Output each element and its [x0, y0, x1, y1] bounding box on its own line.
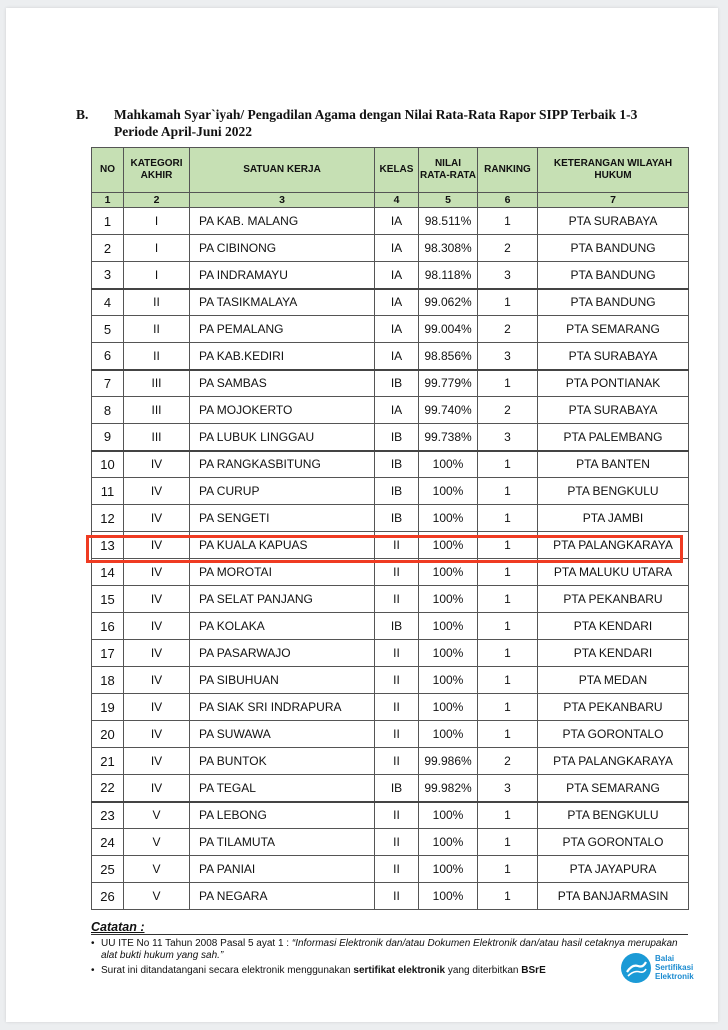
cell-kategori: I	[124, 235, 190, 262]
table-row	[92, 802, 689, 829]
cell-ranking: 1	[478, 289, 538, 316]
cell-ranking: 2	[478, 316, 538, 343]
table-row	[92, 856, 689, 883]
cell-kelas: II	[375, 667, 419, 694]
cell-keterangan: PTA BANDUNG	[538, 262, 689, 289]
cell-keterangan: PTA PONTIANAK	[538, 370, 689, 397]
cell-ranking: 1	[478, 559, 538, 586]
cell-kategori: IV	[124, 532, 190, 559]
cell-kelas: IB	[375, 775, 419, 802]
cell-kelas: IA	[375, 262, 419, 289]
column-number-row	[92, 193, 689, 208]
cell-keterangan: PTA SURABAYA	[538, 397, 689, 424]
cell-kelas: II	[375, 694, 419, 721]
logo-line: Elektronik	[655, 972, 694, 981]
cell-nilai: 100%	[419, 829, 478, 856]
bsre-logo-text	[655, 954, 694, 981]
cell-nilai: 100%	[419, 451, 478, 478]
cell-keterangan: PTA KENDARI	[538, 613, 689, 640]
cell-no: 13	[92, 532, 124, 559]
cell-satuan-kerja: PA BUNTOK	[190, 748, 375, 775]
table-row	[92, 424, 689, 451]
cell-no: 7	[92, 370, 124, 397]
cell-keterangan: PTA BENGKULU	[538, 802, 689, 829]
cell-no: 6	[92, 343, 124, 370]
cell-keterangan: PTA BANDUNG	[538, 289, 689, 316]
cell-nilai: 98.308%	[419, 235, 478, 262]
cell-satuan-kerja: PA KOLAKA	[190, 613, 375, 640]
cell-ranking: 1	[478, 505, 538, 532]
cell-satuan-kerja: PA KAB.KEDIRI	[190, 343, 375, 370]
cell-ranking: 1	[478, 532, 538, 559]
cell-nilai: 100%	[419, 883, 478, 910]
cell-satuan-kerja: PA RANGKASBITUNG	[190, 451, 375, 478]
cell-ranking: 1	[478, 667, 538, 694]
column-number: 1	[92, 193, 124, 208]
note-signature-text: Surat ini ditandatangani secara elektronik menggunakan	[101, 965, 351, 976]
cell-ranking: 1	[478, 883, 538, 910]
cell-kategori: I	[124, 208, 190, 235]
cell-nilai: 99.738%	[419, 424, 478, 451]
header-satuan: SATUAN KERJA	[190, 148, 375, 193]
cell-satuan-kerja: PA KAB. MALANG	[190, 208, 375, 235]
cell-keterangan: PTA SURABAYA	[538, 208, 689, 235]
cell-no: 18	[92, 667, 124, 694]
cell-keterangan: PTA BANJARMASIN	[538, 883, 689, 910]
cell-ranking: 3	[478, 424, 538, 451]
cell-kelas: IA	[375, 289, 419, 316]
cell-ranking: 1	[478, 586, 538, 613]
note-item	[91, 938, 691, 962]
cell-no: 11	[92, 478, 124, 505]
note-issued-text: yang diterbitkan	[447, 965, 519, 976]
table-row	[92, 451, 689, 478]
cell-ranking: 3	[478, 262, 538, 289]
cell-keterangan: PTA PALEMBANG	[538, 424, 689, 451]
cell-keterangan: PTA JAYAPURA	[538, 856, 689, 883]
cell-keterangan: PTA MALUKU UTARA	[538, 559, 689, 586]
cell-kategori: IV	[124, 451, 190, 478]
ranking-table	[91, 147, 689, 910]
table-row	[92, 262, 689, 289]
cell-nilai: 100%	[419, 586, 478, 613]
cell-no: 20	[92, 721, 124, 748]
cell-ranking: 1	[478, 208, 538, 235]
cell-nilai: 98.118%	[419, 262, 478, 289]
cell-nilai: 99.779%	[419, 370, 478, 397]
cell-keterangan: PTA JAMBI	[538, 505, 689, 532]
table-row-highlighted	[92, 532, 689, 559]
cell-kelas: IA	[375, 343, 419, 370]
table-row	[92, 289, 689, 316]
cell-satuan-kerja: PA SELAT PANJANG	[190, 586, 375, 613]
cell-no: 2	[92, 235, 124, 262]
cell-nilai: 100%	[419, 478, 478, 505]
note-item	[91, 965, 611, 977]
table-row	[92, 748, 689, 775]
cell-kelas: II	[375, 721, 419, 748]
table-row	[92, 883, 689, 910]
header-no: NO	[92, 148, 124, 193]
cell-satuan-kerja: PA KUALA KAPUAS	[190, 532, 375, 559]
cell-nilai: 100%	[419, 856, 478, 883]
cell-kelas: IB	[375, 424, 419, 451]
note-law-quote: “Informasi Elektronik dan/atau Dokumen Elektronik dan/atau hasil cetaknya merupakan alat bukti hukum yang sah.”	[101, 938, 678, 961]
column-number: 4	[375, 193, 419, 208]
cell-keterangan: PTA SEMARANG	[538, 316, 689, 343]
notes-section	[91, 920, 691, 977]
table-row	[92, 208, 689, 235]
cell-ranking: 1	[478, 478, 538, 505]
table-row	[92, 505, 689, 532]
cell-satuan-kerja: PA SENGETI	[190, 505, 375, 532]
cell-nilai: 99.740%	[419, 397, 478, 424]
cell-ranking: 1	[478, 640, 538, 667]
cell-satuan-kerja: PA LUBUK LINGGAU	[190, 424, 375, 451]
cell-kategori: III	[124, 370, 190, 397]
cell-keterangan: PTA PEKANBARU	[538, 694, 689, 721]
cell-nilai: 98.511%	[419, 208, 478, 235]
cell-kategori: IV	[124, 748, 190, 775]
cell-kelas: IA	[375, 397, 419, 424]
table-row	[92, 640, 689, 667]
cell-kelas: IA	[375, 316, 419, 343]
cell-nilai: 100%	[419, 667, 478, 694]
cell-kategori: I	[124, 262, 190, 289]
cell-no: 22	[92, 775, 124, 802]
cell-ranking: 3	[478, 343, 538, 370]
cell-kelas: IB	[375, 370, 419, 397]
cell-kategori: V	[124, 883, 190, 910]
cell-nilai: 100%	[419, 613, 478, 640]
notes-title: Catatan :	[91, 920, 145, 934]
cell-no: 25	[92, 856, 124, 883]
cell-satuan-kerja: PA PANIAI	[190, 856, 375, 883]
cell-keterangan: PTA BANDUNG	[538, 235, 689, 262]
cell-no: 10	[92, 451, 124, 478]
cell-satuan-kerja: PA PASARWAJO	[190, 640, 375, 667]
cell-kategori: IV	[124, 613, 190, 640]
cell-ranking: 1	[478, 856, 538, 883]
cell-kelas: IA	[375, 235, 419, 262]
table-body	[92, 208, 689, 910]
cell-no: 8	[92, 397, 124, 424]
cell-keterangan: PTA GORONTALO	[538, 829, 689, 856]
cell-kategori: III	[124, 424, 190, 451]
cell-kategori: II	[124, 316, 190, 343]
cell-kelas: II	[375, 883, 419, 910]
cell-keterangan: PTA BENGKULU	[538, 478, 689, 505]
cell-satuan-kerja: PA MOROTAI	[190, 559, 375, 586]
cell-keterangan: PTA PEKANBARU	[538, 586, 689, 613]
cell-kelas: IB	[375, 478, 419, 505]
cell-nilai: 99.986%	[419, 748, 478, 775]
cell-kategori: IV	[124, 586, 190, 613]
section-title-line2: Periode April-Juni 2022	[114, 124, 252, 139]
cell-no: 4	[92, 289, 124, 316]
table-row	[92, 775, 689, 802]
cell-ranking: 1	[478, 829, 538, 856]
cell-kelas: II	[375, 748, 419, 775]
cell-satuan-kerja: PA NEGARA	[190, 883, 375, 910]
cell-ranking: 2	[478, 397, 538, 424]
cell-satuan-kerja: PA MOJOKERTO	[190, 397, 375, 424]
cell-ranking: 1	[478, 451, 538, 478]
cell-keterangan: PTA BANTEN	[538, 451, 689, 478]
table-row	[92, 559, 689, 586]
cell-no: 12	[92, 505, 124, 532]
cell-keterangan: PTA SEMARANG	[538, 775, 689, 802]
bsre-logo	[621, 950, 711, 990]
cell-satuan-kerja: PA SIBUHUAN	[190, 667, 375, 694]
cell-nilai: 99.062%	[419, 289, 478, 316]
cell-no: 24	[92, 829, 124, 856]
cell-kelas: IB	[375, 451, 419, 478]
cell-no: 1	[92, 208, 124, 235]
cell-kelas: IA	[375, 208, 419, 235]
header-nilai: NILAI RATA-RATA	[419, 148, 478, 193]
table-row	[92, 316, 689, 343]
cell-no: 3	[92, 262, 124, 289]
column-number: 3	[190, 193, 375, 208]
cell-kategori: II	[124, 289, 190, 316]
cell-ranking: 3	[478, 775, 538, 802]
logo-line: Sertifikasi	[655, 963, 694, 972]
table-row	[92, 829, 689, 856]
cell-ranking: 1	[478, 613, 538, 640]
bsre-emblem-icon	[621, 953, 651, 983]
cell-no: 16	[92, 613, 124, 640]
cell-kategori: IV	[124, 505, 190, 532]
cell-ranking: 1	[478, 694, 538, 721]
table-row	[92, 478, 689, 505]
cell-satuan-kerja: PA TASIKMALAYA	[190, 289, 375, 316]
section-title-line1: Mahkamah Syar`iyah/ Pengadilan Agama dengan Nilai Rata-Rata Rapor SIPP Terbaik 1-3	[114, 107, 638, 122]
cell-no: 19	[92, 694, 124, 721]
cell-kategori: IV	[124, 667, 190, 694]
cell-nilai: 98.856%	[419, 343, 478, 370]
cell-satuan-kerja: PA TILAMUTA	[190, 829, 375, 856]
cell-keterangan: PTA SURABAYA	[538, 343, 689, 370]
cell-satuan-kerja: PA INDRAMAYU	[190, 262, 375, 289]
cell-keterangan: PTA MEDAN	[538, 667, 689, 694]
cell-kelas: II	[375, 559, 419, 586]
cell-kategori: IV	[124, 478, 190, 505]
cell-ranking: 1	[478, 721, 538, 748]
table-row	[92, 235, 689, 262]
cell-kategori: V	[124, 856, 190, 883]
cell-kategori: V	[124, 802, 190, 829]
cell-nilai: 100%	[419, 802, 478, 829]
cell-kategori: III	[124, 397, 190, 424]
table-row	[92, 721, 689, 748]
header-kelas: KELAS	[375, 148, 419, 193]
cell-nilai: 100%	[419, 505, 478, 532]
cell-nilai: 100%	[419, 559, 478, 586]
cell-kategori: II	[124, 343, 190, 370]
cell-kelas: II	[375, 640, 419, 667]
cell-no: 9	[92, 424, 124, 451]
cell-kelas: II	[375, 586, 419, 613]
cell-kategori: IV	[124, 559, 190, 586]
header-kategori: KATEGORI AKHIR	[124, 148, 190, 193]
cell-satuan-kerja: PA SUWAWA	[190, 721, 375, 748]
cell-kategori: IV	[124, 775, 190, 802]
cell-satuan-kerja: PA PEMALANG	[190, 316, 375, 343]
table-row	[92, 343, 689, 370]
header-ranking: RANKING	[478, 148, 538, 193]
cell-no: 17	[92, 640, 124, 667]
note-certificate-text: sertifikat elektronik	[353, 965, 446, 976]
column-number: 6	[478, 193, 538, 208]
table-row	[92, 397, 689, 424]
cell-kategori: IV	[124, 694, 190, 721]
cell-ranking: 1	[478, 802, 538, 829]
cell-kategori: IV	[124, 640, 190, 667]
column-number: 7	[538, 193, 689, 208]
cell-no: 5	[92, 316, 124, 343]
cell-satuan-kerja: PA CURUP	[190, 478, 375, 505]
cell-nilai: 100%	[419, 640, 478, 667]
cell-no: 21	[92, 748, 124, 775]
cell-no: 15	[92, 586, 124, 613]
logo-line: Balai	[655, 954, 675, 963]
cell-keterangan: PTA PALANGKARAYA	[538, 748, 689, 775]
note-law-reference: UU ITE No 11 Tahun 2008 Pasal 5 ayat 1 :	[101, 938, 290, 949]
cell-kelas: II	[375, 856, 419, 883]
section-heading	[76, 106, 676, 140]
cell-no: 14	[92, 559, 124, 586]
header-keterangan: KETERANGAN WILAYAH HUKUM	[538, 148, 689, 193]
cell-nilai: 99.004%	[419, 316, 478, 343]
cell-kelas: II	[375, 802, 419, 829]
table-row	[92, 667, 689, 694]
section-letter: B.	[76, 107, 89, 122]
cell-kategori: IV	[124, 721, 190, 748]
cell-kelas: IB	[375, 505, 419, 532]
cell-ranking: 1	[478, 370, 538, 397]
cell-nilai: 100%	[419, 694, 478, 721]
table-row	[92, 613, 689, 640]
cell-satuan-kerja: PA LEBONG	[190, 802, 375, 829]
cell-keterangan: PTA GORONTALO	[538, 721, 689, 748]
cell-ranking: 2	[478, 235, 538, 262]
note-bsre-text: BSrE	[521, 965, 546, 976]
table-row	[92, 694, 689, 721]
cell-keterangan: PTA KENDARI	[538, 640, 689, 667]
cell-kelas: IB	[375, 613, 419, 640]
cell-nilai: 100%	[419, 721, 478, 748]
cell-satuan-kerja: PA CIBINONG	[190, 235, 375, 262]
cell-kelas: II	[375, 829, 419, 856]
cell-satuan-kerja: PA TEGAL	[190, 775, 375, 802]
cell-ranking: 2	[478, 748, 538, 775]
column-number: 5	[419, 193, 478, 208]
column-number: 2	[124, 193, 190, 208]
cell-nilai: 100%	[419, 532, 478, 559]
cell-kelas: II	[375, 532, 419, 559]
cell-no: 26	[92, 883, 124, 910]
cell-nilai: 99.982%	[419, 775, 478, 802]
table-header-row	[92, 148, 689, 193]
cell-satuan-kerja: PA SAMBAS	[190, 370, 375, 397]
cell-no: 23	[92, 802, 124, 829]
table-row	[92, 586, 689, 613]
cell-satuan-kerja: PA SIAK SRI INDRAPURA	[190, 694, 375, 721]
cell-kategori: V	[124, 829, 190, 856]
cell-keterangan: PTA PALANGKARAYA	[538, 532, 689, 559]
table-row	[92, 370, 689, 397]
